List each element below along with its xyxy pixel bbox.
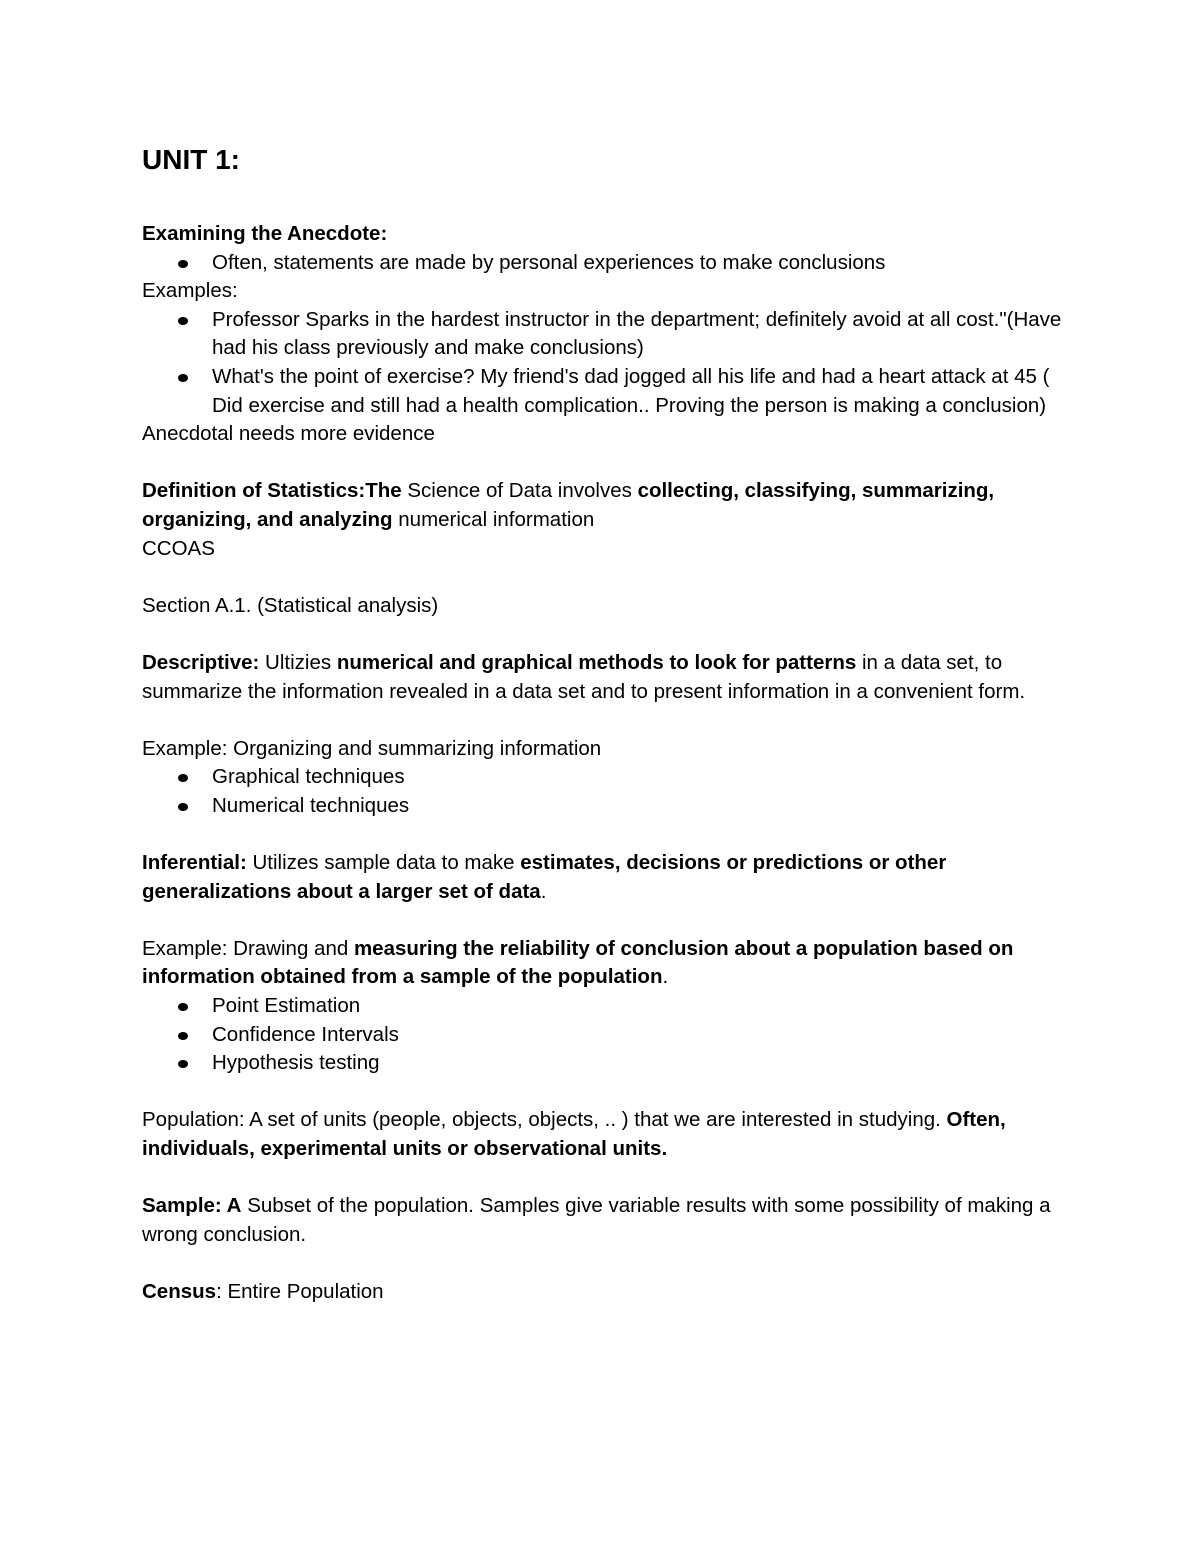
inferential-example: Example: Drawing and measuring the reliability of conclusion about a population based on information obtained from a sample of the population. bbox=[142, 936, 1014, 989]
census-paragraph: Census: Entire Population bbox=[142, 1279, 384, 1303]
inferential-paragraph: Inferential: Utilizes sample data to make estimates, decisions or predictions or other generalizations about a larger set of data. bbox=[142, 851, 947, 903]
bullet-icon bbox=[178, 1060, 188, 1068]
bullet-icon bbox=[178, 1003, 188, 1011]
list-item: Hypothesis testing bbox=[142, 1049, 1072, 1078]
definition-acronym: CCOAS bbox=[142, 536, 215, 560]
descriptive-bullet-list bbox=[142, 763, 1072, 820]
anecdote-bullet-list bbox=[142, 249, 1072, 278]
descriptive-paragraph: Descriptive: Ultizies numerical and graphical methods to look for patterns in a data set, to summarize the information revealed in a data set and to present information in a convenient form. bbox=[142, 650, 1026, 703]
anecdote-note: Anecdotal needs more evidence bbox=[142, 422, 435, 446]
list-item: Confidence Intervals bbox=[142, 1021, 1072, 1050]
inferential-bullet-list bbox=[142, 992, 1072, 1078]
bullet-icon bbox=[178, 1032, 188, 1040]
population-paragraph: Population: A set of units (people, objects, objects, .. ) that we are interested in studying. Often, individuals, experimental units or observational units. bbox=[142, 1108, 1006, 1160]
page-title: UNIT 1: bbox=[142, 144, 240, 175]
list-item: Numerical techniques bbox=[142, 792, 1072, 821]
examples-list bbox=[142, 306, 1072, 420]
descriptive-example: Example: Organizing and summarizing information bbox=[142, 736, 602, 760]
sample-paragraph: Sample: A Subset of the population. Samples give variable results with some possibility of making a wrong conclusion. bbox=[142, 1194, 1051, 1246]
anecdote-heading: Examining the Anecdote: bbox=[142, 222, 388, 245]
document-page bbox=[142, 140, 1072, 1307]
bullet-icon bbox=[178, 260, 188, 268]
examples-label: Examples: bbox=[142, 279, 238, 303]
list-item: Point Estimation bbox=[142, 992, 1072, 1021]
bullet-icon bbox=[178, 317, 188, 325]
bullet-icon bbox=[178, 374, 188, 382]
section-heading: Section A.1. (Statistical analysis) bbox=[142, 593, 439, 617]
bullet-icon bbox=[178, 803, 188, 811]
bullet-icon bbox=[178, 774, 188, 782]
list-item: Graphical techniques bbox=[142, 763, 1072, 792]
list-item: Often, statements are made by personal experiences to make conclusions bbox=[142, 249, 1072, 278]
list-item: Professor Sparks in the hardest instructor in the department; definitely avoid at all cost."(Have had his class previously and make conclusions) bbox=[142, 306, 1072, 363]
definition-paragraph: Definition of Statistics:The Science of Data involves collecting, classifying, summarizing, organizing, and analyzing numerical information bbox=[142, 479, 995, 531]
list-item: What's the point of exercise? My friend's dad jogged all his life and had a heart attack at 45 ( Did exercise and still had a health complication.. Proving the person is making a conclusion) bbox=[142, 363, 1072, 420]
